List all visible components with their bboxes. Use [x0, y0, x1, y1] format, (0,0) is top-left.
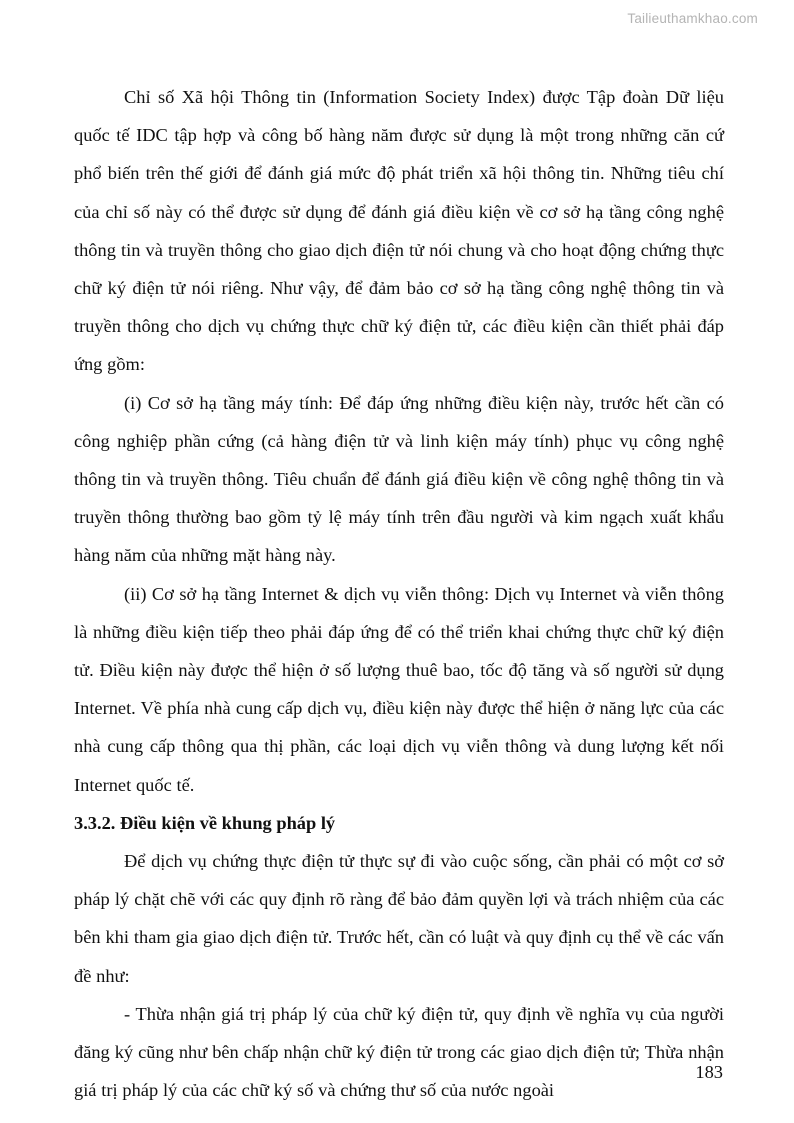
paragraph-bullet-legal-recognition: - Thừa nhận giá trị pháp lý của chữ ký điện tử, quy định về nghĩa vụ của người đăng ký cũng như bên chấp nhận chữ ký điện tử trong các giao dịch điện tử; Thừa nhận giá trị pháp lý của các chữ ký số và chứng thư số của nước ngoài: [74, 1003, 724, 1101]
paragraph-item-ii: (ii) Cơ sở hạ tầng Internet & dịch vụ viễn thông: Dịch vụ Internet và viễn thông là những điều kiện tiếp theo phải đáp ứng để có thể triển khai chứng thực chữ ký điện tử. Điều kiện này được thể hiện ở số lượng thuê bao, tốc độ tăng và số người sử dụng Internet. Về phía nhà cung cấp dịch vụ, điều kiện này được thể hiện ở năng lực của các nhà cung cấp thông qua thị phần, các loại dịch vụ viễn thông và dung lượng kết nối Internet quốc tế.: [74, 583, 724, 795]
page-number: 183: [695, 1061, 723, 1082]
section-heading-3-3-2: 3.3.2. Điều kiện về khung pháp lý: [74, 812, 336, 833]
paragraph-intro: Chỉ số Xã hội Thông tin (Information Society Index) được Tập đoàn Dữ liệu quốc tế IDC tập hợp và công bố hàng năm được sử dụng là một trong những căn cứ phổ biến trên thế giới để đánh giá mức độ phát triển xã hội thông tin. Những tiêu chí của chỉ số này có thể được sử dụng để đánh giá điều kiện về cơ sở hạ tầng công nghệ thông tin và truyền thông cho giao dịch điện tử nói chung và cho hoạt động chứng thực chữ ký điện tử nói riêng. Như vậy, để đảm bảo cơ sở hạ tầng công nghệ thông tin và truyền thông cho dịch vụ chứng thực chữ ký điện tử, các điều kiện cần thiết phải đáp ứng gồm:: [74, 87, 724, 375]
page-content: [74, 78, 724, 1109]
paragraph-legal-framework: Để dịch vụ chứng thực điện tử thực sự đi vào cuộc sống, cần phải có một cơ sở pháp lý chặt chẽ với các quy định rõ ràng để bảo đảm quyền lợi và trách nhiệm của các bên khi tham gia giao dịch điện tử. Trước hết, cần có luật và quy định cụ thể về các vấn đề như:: [74, 851, 724, 986]
paragraph-item-i: (i) Cơ sở hạ tầng máy tính: Để đáp ứng những điều kiện này, trước hết cần có công nghiệp phần cứng (cả hàng điện tử và linh kiện máy tính) phục vụ công nghệ thông tin và truyền thông. Tiêu chuẩn để đánh giá điều kiện về công nghệ thông tin và truyền thông thường bao gồm tỷ lệ máy tính trên đầu người và kim ngạch xuất khẩu hàng năm của những mặt hàng này.: [74, 392, 724, 566]
watermark-text: Tailieuthamkhao.com: [627, 11, 758, 26]
